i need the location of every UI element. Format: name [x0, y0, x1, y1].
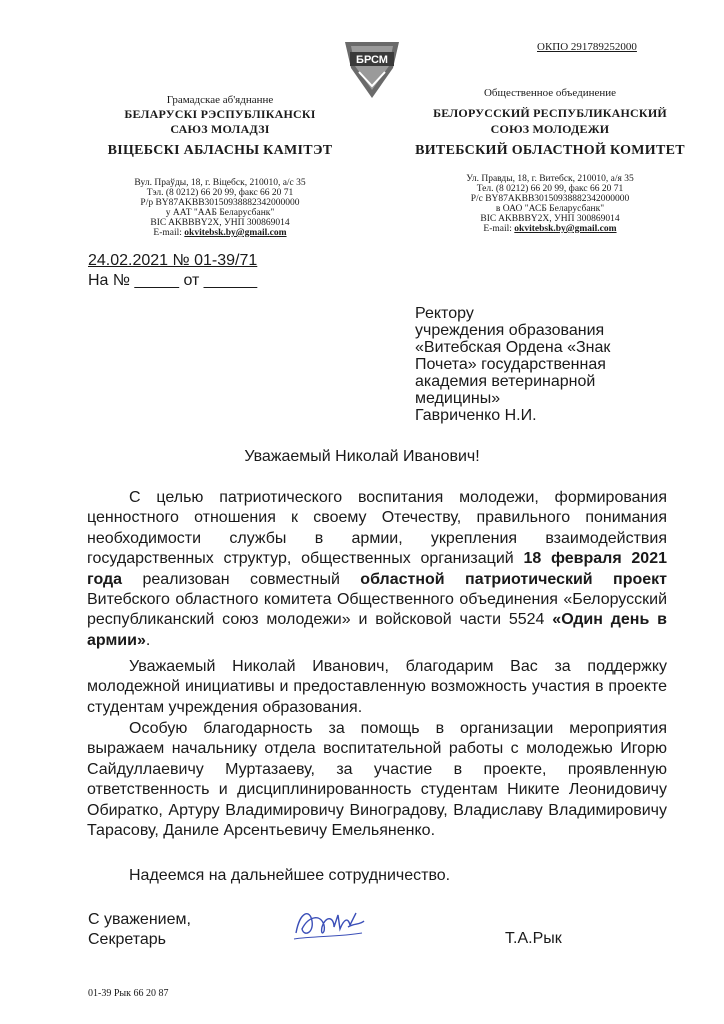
header-left-org-type: Грамадскае аб'яднанне [166, 94, 274, 106]
address-line: Тэл. (8 0212) 66 20 99, факс 66 20 71 [146, 188, 294, 198]
okpo-code: ОКПО 291789252000 [537, 41, 637, 53]
paragraph-bold-project: областной патриотический проект [360, 570, 668, 588]
footer-executor: 01-39 Рык 66 20 87 [88, 988, 169, 999]
recipient-line: Гавриченко Н.И. [415, 407, 537, 424]
signature-icon [290, 903, 370, 945]
recipient-line: «Витебская Ордена «Знак [415, 339, 611, 356]
email-link[interactable]: okvitebsk.by@gmail.com [514, 224, 617, 234]
header-left-org-name-2: САЮЗ МОЛАДЗІ [170, 122, 270, 136]
email-link[interactable]: okvitebsk.by@gmail.com [184, 228, 287, 238]
address-line: Тел. (8 0212) 66 20 99, факс 66 20 71 [476, 184, 624, 194]
paragraph-text: . [145, 631, 151, 649]
recipient-line: Ректору [415, 305, 474, 322]
address-line: BIC AKBBBY2X, УНП 300869014 [150, 218, 290, 228]
header-right-org-type: Общественное объединение [483, 87, 617, 99]
paragraph-2: Уважаемый Николай Иванович, благодарим Вас за поддержку молодежной инициативы и предоставленную возможность участия в проекте студентам учреждения образования. [87, 658, 667, 716]
paragraph-1 [87, 488, 667, 651]
signatory-name: Т.А.Рык [505, 930, 562, 947]
email-label: E-mail: [153, 228, 185, 238]
paragraph-text: реализован совместный [122, 570, 361, 588]
header-left-address [90, 178, 350, 238]
address-line: Р/р BY87AKBB30150938882342000000 [140, 198, 300, 208]
address-line: в ОАО "АСБ Беларусбанк" [495, 204, 605, 214]
email-label: E-mail: [483, 224, 515, 234]
address-line: BIC AKBBBY2X, УНП 300869014 [480, 214, 620, 224]
address-line: у ААТ "ААБ Беларусбанк" [165, 208, 275, 218]
brsm-logo-icon [337, 38, 407, 102]
paragraph-4: Надеемся на дальнейшее сотрудничество. [129, 867, 451, 884]
closing-position: Секретарь [88, 931, 166, 948]
header-right-address [400, 174, 700, 234]
closing-regards: С уважением, [88, 911, 191, 928]
header-right-org-name-2: СОЮЗ МОЛОДЕЖИ [490, 122, 610, 136]
recipient-block [415, 305, 675, 424]
paragraph-text: Витебского областного комитета Общественного объединения «Белорусский республиканский союз молодежи» и войсковой части 5524 [87, 591, 667, 629]
paragraph-3: Особую благодарность за помощь в организации мероприятия выражаем начальнику отдела воспитательной работы с молодежью Игорю Сайдуллаевичу Муртазаеву, за участие в проекте, проявленную ответственность и дисциплинированность студентам Никите Леонидовичу Обиратко, Артуру Владимировичу Виноградову, Владиславу Владимировичу Тарасову, Даниле Арсентьевичу Емельяненко. [87, 720, 667, 840]
registration-date-number: 24.02.2021 № 01-39/71 [88, 252, 258, 269]
greeting: Уважаемый Николай Иванович! [244, 448, 480, 465]
address-line: Вул. Праўды, 18, г. Віцебск, 210010, а/с 35 [134, 178, 306, 188]
paragraph-text: С целью патриотического воспитания молодежи, формирования ценностного отношения к своему Отечеству, правильного понимания необходимости службы в армии, укрепления взаимодействия государственных структур, общественных организаций [87, 489, 667, 568]
address-line: Р/с BY87AKBB30150938882342000000 [470, 194, 630, 204]
address-line: Ул. Правды, 18, г. Витебск, 210010, а/я 35 [466, 174, 634, 184]
recipient-line: академия ветеринарной [415, 373, 596, 390]
recipient-line: медицины» [415, 390, 501, 407]
logo-text: БРСМ [356, 54, 388, 66]
paragraph-bold-title: «Один день в армии» [87, 611, 667, 649]
closing-block [88, 910, 191, 950]
header-right-committee: ВИТЕБСКИЙ ОБЛАСТНОЙ КОМИТЕТ [415, 143, 685, 158]
registration-block [88, 251, 257, 291]
header-left-org-name-1: БЕЛАРУСКІ РЭСПУБЛІКАНСКІ [124, 107, 316, 121]
header-left-committee: ВІЦЕБСКІ АБЛАСНЫ КАМІТЭТ [107, 143, 333, 158]
recipient-line: учреждения образования [415, 322, 605, 339]
registration-reply-line: На № _____ от ______ [88, 272, 258, 289]
header-right-org-name-1: БЕЛОРУССКИЙ РЕСПУБЛИКАНСКИЙ [433, 106, 667, 120]
recipient-line: Почета» государственная [415, 356, 606, 373]
paragraph-bold-date: 18 февраля 2021 года [87, 550, 667, 588]
